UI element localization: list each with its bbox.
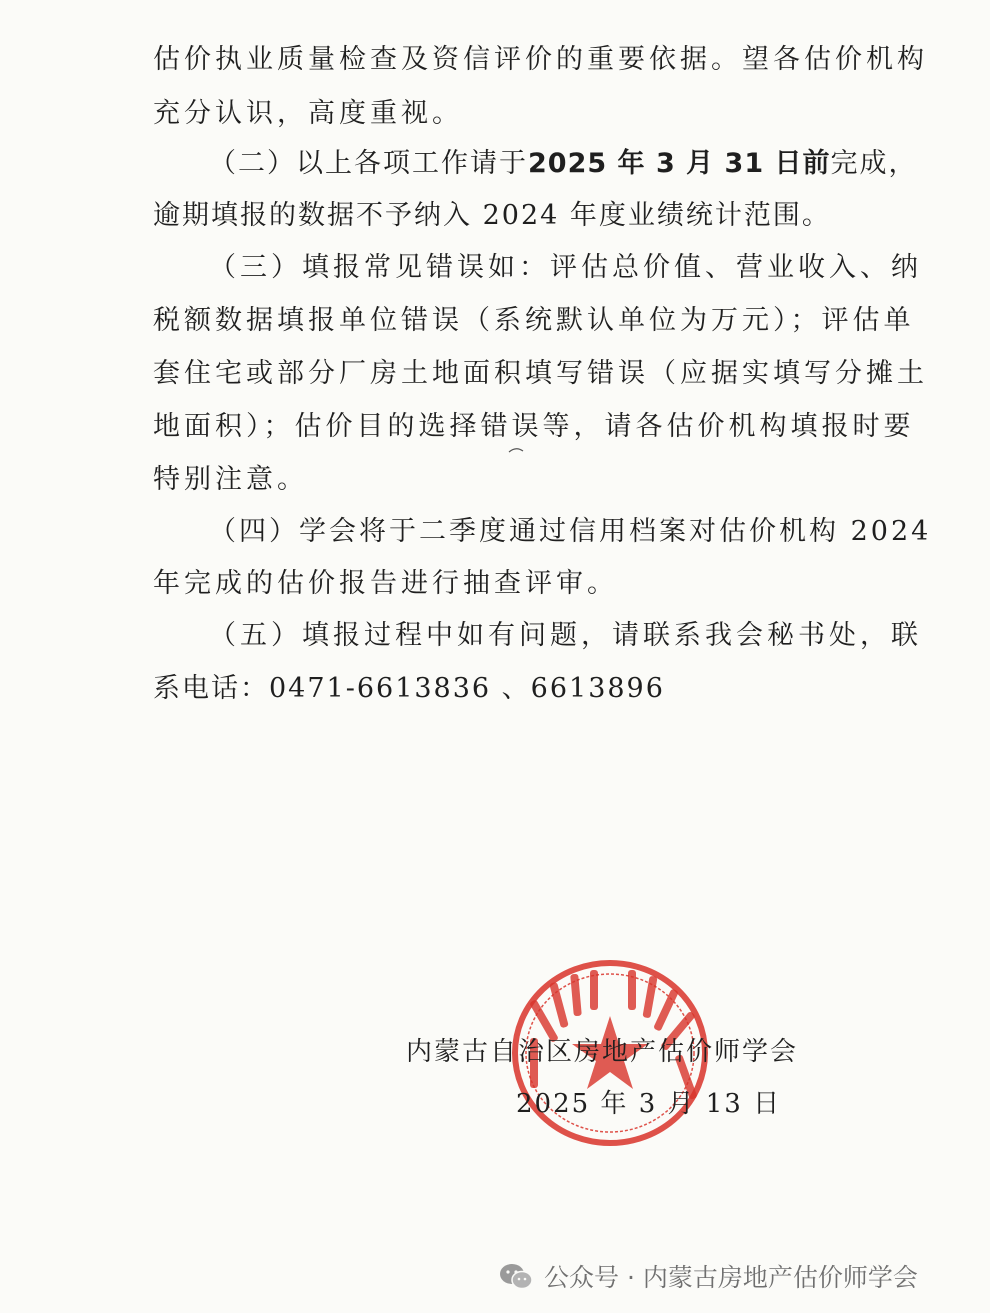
body-text: （二）以上各项工作请于 [209,148,528,179]
body-line-with-deadline [209,144,918,184]
signature-date: 2025 年 3 月 13 日 [516,1089,782,1119]
wechat-footer [498,1258,918,1294]
body-line: 税额数据填报单位错误（系统默认单位为万元）；评估单 [153,305,915,336]
body-line: （三）填报常见错误如：评估总价值、营业收入、纳 [209,252,922,283]
footer-label: 公众号 · 内蒙古房地产估价师学会 [544,1263,918,1292]
body-line: 逾期填报的数据不予纳入 2024 年度业绩统计范围。 [153,200,831,231]
body-line: 充分认识，高度重视。 [153,98,463,129]
body-line: （五）填报过程中如有问题，请联系我会秘书处，联 [209,620,922,651]
body-line: 系电话：0471-6613836 、6613896 [153,673,665,704]
body-line: 估价执业质量检查及资信评价的重要依据。望各估价机构 [153,44,928,75]
body-line: 年完成的估价报告进行抽查评审。 [153,568,618,599]
scan-mark-icon [508,446,524,454]
body-line: （四）学会将于二季度通过信用档案对估价机构 2024 [209,516,932,547]
deadline-text: 2025 年 3 月 31 日前 [528,148,831,179]
body-line: 套住宅或部分厂房土地面积填写错误（应据实填写分摊土 [153,358,928,389]
body-line: 地面积）；估价目的选择错误等，请各估价机构填报时要 [153,411,915,442]
signature-org: 内蒙古自治区房地产估价师学会 [406,1037,799,1067]
body-line: 特别注意。 [153,464,308,495]
wechat-icon [498,1261,534,1291]
body-text: 完成， [830,148,918,179]
